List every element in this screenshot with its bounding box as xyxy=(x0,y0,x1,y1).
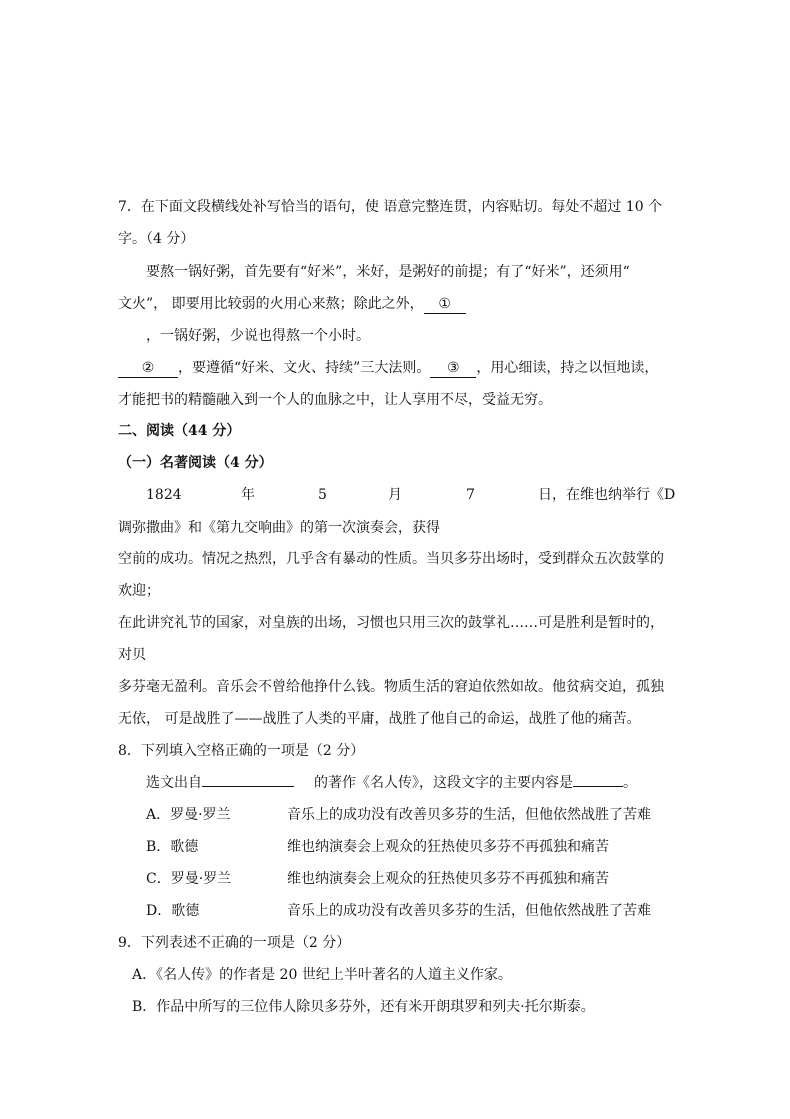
passage-line5: 在此讲究礼节的国家，对皇族的出场，习惯也只用三次的鼓掌礼……可是胜利是暂时的， xyxy=(118,615,664,631)
q8-option-c-label[interactable]: C．罗曼·罗兰 xyxy=(146,871,232,887)
q8-fill-text-a: 选文出自 xyxy=(146,775,202,791)
q9-option-a[interactable]: A．《名人传》的作者是 20 世纪上半叶著名的人道主义作家。 xyxy=(132,967,512,983)
q7-passage-text: 文火”， 即要用比较弱的火用心来熬；除此之外， xyxy=(118,296,424,312)
q8-option-a-label[interactable]: A．罗曼·罗兰 xyxy=(146,807,231,823)
passage-line4: 欢迎； xyxy=(118,583,160,599)
passage-day-rest: 日，在维也纳举行《D xyxy=(538,487,676,503)
q9-option-b[interactable]: B．作品中所写的三位伟人除贝多芬外，还有米开朗琪罗和列夫·托尔斯泰。 xyxy=(132,999,595,1015)
q7-passage-line3: ，一锅好粥，少说也得熬一个小时。 xyxy=(146,328,370,344)
passage-line1 xyxy=(146,485,182,505)
passage-month-unit: 月 xyxy=(388,487,402,503)
q7-stem-line1: 7．在下面文段横线处补写恰当的语句，使 语意完整连贯，内容贴切。每处不超过 10 个 xyxy=(118,199,663,215)
q8-blank-author[interactable] xyxy=(202,786,294,787)
q8-blank-content[interactable] xyxy=(573,786,623,787)
q7-passage-line2 xyxy=(118,294,466,314)
q8-fill-end: 。 xyxy=(623,775,637,791)
passage-line3: 空前的成功。情况之热烈，几乎含有暴动的性质。当贝多芬出场时，受到群众五次鼓掌的 xyxy=(118,551,664,567)
q7-blank-1[interactable]: ① xyxy=(424,296,466,314)
q8-option-d-text: 音乐上的成功没有改善贝多芬的生活，但他依然战胜了苦难 xyxy=(287,903,651,919)
q7-blank-2[interactable]: ② xyxy=(118,360,178,378)
passage-line2: 调弥撒曲》和《第九交响曲》的第一次演奏会，获得 xyxy=(118,520,440,536)
passage-line8: 无依， 可是战胜了——战胜了人类的平庸，战胜了他自己的命运，战胜了他的痛苦。 xyxy=(118,711,641,727)
q8-option-c-text: 维也纳演奏会上观众的狂热使贝多芬不再孤独和痛苦 xyxy=(287,871,609,887)
passage-year: 1824 xyxy=(146,487,182,503)
subsection-heading: （一）名著阅读（4 分） xyxy=(118,455,273,471)
q8-stem: 8．下列填入空格正确的一项是（2 分） xyxy=(118,743,365,759)
passage-year-unit: 年 xyxy=(241,487,255,503)
q7-blank-3[interactable]: ③ xyxy=(430,360,476,378)
q7-passage-line4 xyxy=(118,358,658,378)
passage-day: 7 xyxy=(466,487,475,503)
q7-passage-end: ，用心细读，持之以恒地读， xyxy=(476,360,659,376)
q8-option-a-text: 音乐上的成功没有改善贝多芬的生活，但他依然战胜了苦难 xyxy=(287,807,651,823)
passage-line7: 多芬毫无盈利。音乐会不曾给他挣什么钱。物质生活的窘迫依然如故。他贫病交迫，孤独 xyxy=(118,679,664,695)
passage-month: 5 xyxy=(318,487,327,503)
q8-fill-text-b: 的著作《名人传》，这段文字的主要内容是 xyxy=(314,775,573,791)
q7-passage-line1: 要熬一锅好粥，首先要有“好米”，米好，是粥好的前提；有了“好米”，还须用“ xyxy=(146,264,630,280)
q8-option-d-label[interactable]: D．歌德 xyxy=(146,903,200,919)
q9-stem: 9．下列表述不正确的一项是（2 分） xyxy=(118,935,351,951)
q7-stem-line2: 字。（4 分） xyxy=(118,231,195,247)
q8-option-b-text: 维也纳演奏会上观众的狂热使贝多芬不再孤独和痛苦 xyxy=(287,839,609,855)
q8-option-b-label[interactable]: B．歌德 xyxy=(146,839,199,855)
q7-passage-line5: 才能把书的精髓融入到一个人的血脉之中，让人享用不尽，受益无穷。 xyxy=(118,392,552,408)
passage-line6: 对贝 xyxy=(118,647,146,663)
q7-passage-mid: ，要遵循“好米、文火、持续”三大法则。 xyxy=(178,360,431,376)
q8-fill-line xyxy=(146,773,637,793)
section-heading: 二、阅读（44 分） xyxy=(118,423,241,439)
